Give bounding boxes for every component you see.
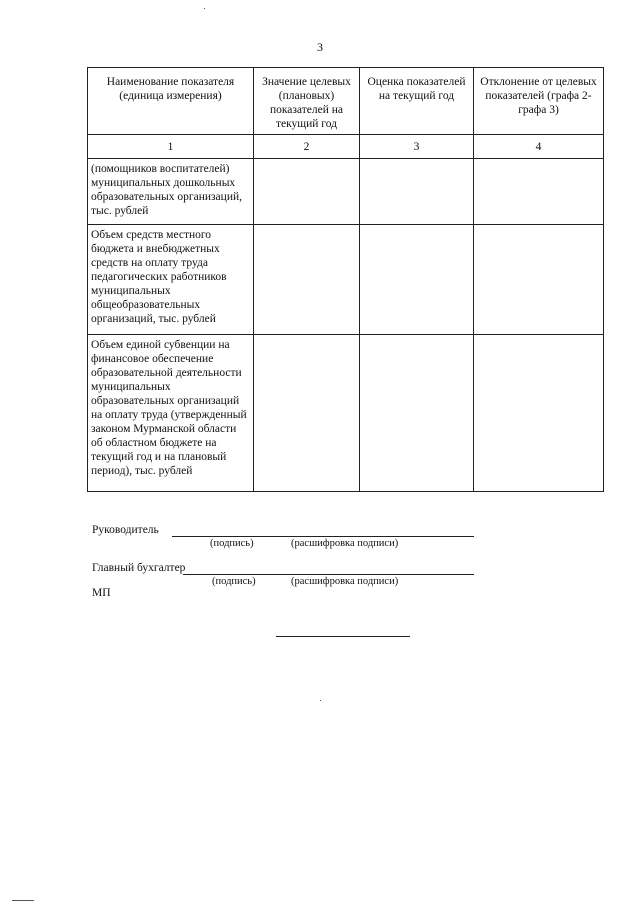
deviation-value-cell <box>474 335 604 492</box>
page-number: 3 <box>317 40 323 54</box>
table-header-row <box>88 68 604 135</box>
header-current-estimate: Оценка показателей на текущий год <box>360 68 474 135</box>
deviation-value-cell <box>474 225 604 335</box>
scan-speck <box>12 900 34 901</box>
column-number: 2 <box>254 135 360 159</box>
column-number: 4 <box>474 135 604 159</box>
stamp-label: МП <box>92 587 111 599</box>
header-deviation: Отклонение от целевых показателей (графа 2- графа 3) <box>474 68 604 135</box>
table-row <box>88 159 604 225</box>
scan-speck <box>320 700 321 701</box>
estimate-value-cell <box>360 225 474 335</box>
deviation-value-cell <box>474 159 604 225</box>
estimate-value-cell <box>360 335 474 492</box>
accountant-signature-line <box>183 574 474 575</box>
closing-line <box>276 636 410 637</box>
column-number: 1 <box>88 135 254 159</box>
column-number: 3 <box>360 135 474 159</box>
accountant-signature-caption: (подпись) <box>212 576 256 587</box>
target-value-cell <box>254 225 360 335</box>
header-target-values: Значение целевых (плановых) показателей на текущий год <box>254 68 360 135</box>
indicator-name-cell: Объем средств местного бюджета и внебюджетных средств на оплату труда педагогических работников муниципальных общеобразовательных организаций, тыс. рублей <box>88 225 254 335</box>
accountant-decoding-caption: (расшифровка подписи) <box>291 576 399 587</box>
header-indicator-name: Наименование показателя (единица измерения) <box>88 68 254 135</box>
head-signature-line <box>172 536 474 537</box>
column-number-row <box>88 135 604 159</box>
head-decoding-caption: (расшифровка подписи) <box>291 538 399 549</box>
target-value-cell <box>254 335 360 492</box>
estimate-value-cell <box>360 159 474 225</box>
scan-speck <box>204 8 205 9</box>
indicator-name-cell: (помощников воспитателей) муниципальных дошкольных образовательных организаций, тыс. рублей <box>88 159 254 225</box>
table-row <box>88 335 604 492</box>
head-signature-caption: (подпись) <box>210 538 254 549</box>
accountant-signature-label: Главный бухгалтер <box>92 562 186 574</box>
indicator-name-cell: Объем единой субвенции на финансовое обеспечение образовательной деятельности муниципальных образовательных организаций на оплату труда (утвержденный законом Мурманской области об областном бюджете на текущий год и на плановый период), тыс. рублей <box>88 335 254 492</box>
table-row <box>88 225 604 335</box>
target-value-cell <box>254 159 360 225</box>
indicators-table <box>87 67 604 492</box>
head-signature-label: Руководитель <box>92 524 159 536</box>
